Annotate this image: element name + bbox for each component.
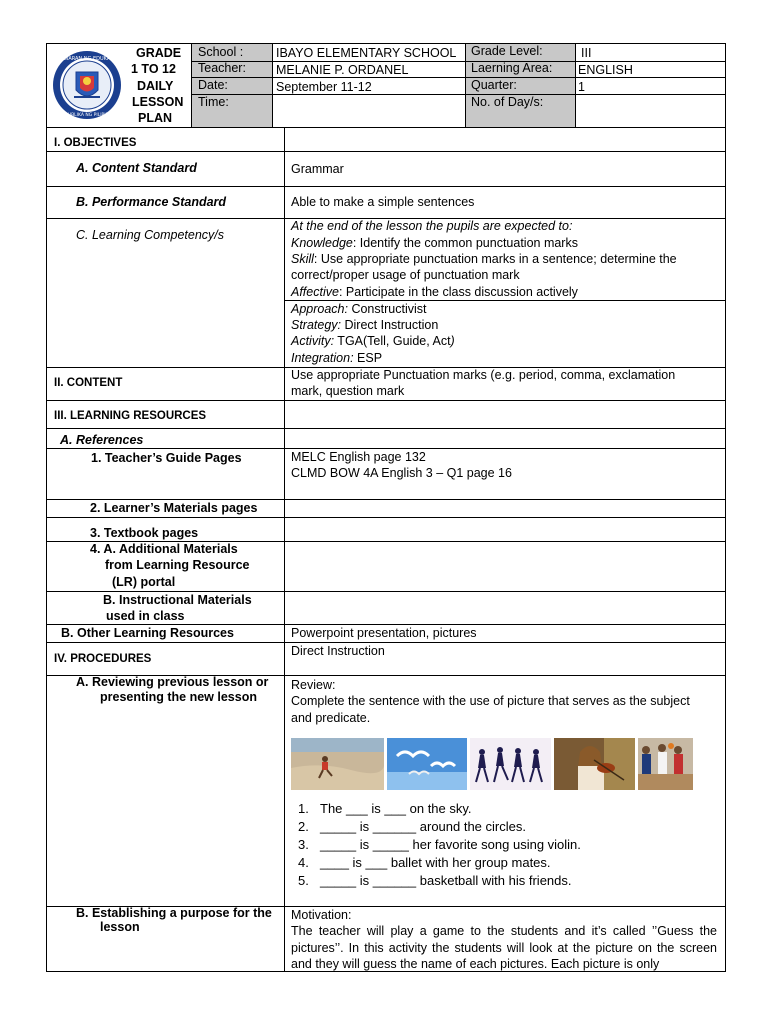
activity-line: Activity: TGA(Tell, Guide, Act) (291, 334, 455, 348)
learners-materials-label: 2. Learner’s Materials pages (90, 501, 258, 515)
teachers-guide-label: 1. Teacher’s Guide Pages (91, 451, 242, 465)
motivation-text: The teacher will play a game to the students and it’s called ’’Guess the pictures’’. In this activity the students will look at the picture on the screen and they will guess the name of each pictures. Each picture is only (291, 924, 717, 971)
content-value-line-1: Use appropriate Punctuation marks (e.g. period, comma, exclamation (291, 368, 676, 382)
review-item-2: 2. _____ is ______ around the circles. (298, 819, 526, 834)
references-label: A. References (60, 433, 144, 447)
review-instruction-1: Complete the sentence with the use of picture that serves as the subject (291, 694, 690, 708)
content-heading: II. CONTENT (54, 377, 123, 389)
review-item-5: 5. _____ is ______ basketball with his friends. (298, 873, 572, 888)
integration-line: Integration: ESP (291, 351, 383, 365)
picture-ballet-dancers (470, 738, 551, 790)
plan-title-line-2: 1 TO 12 (131, 62, 176, 76)
motivation-title: Motivation: (291, 908, 352, 922)
school-label: School : (198, 45, 244, 59)
teachers-guide-value-1: MELC English page 132 (291, 450, 426, 464)
plan-title-line-4: LESSON (132, 95, 184, 109)
procedure-b-label-1: B. Establishing a purpose for the (76, 906, 272, 920)
teacher-value: MELANIE P. ORDANEL (276, 63, 409, 77)
competency-intro: At the end of the lesson the pupils are expected to: (291, 219, 573, 233)
instructional-materials-label-1: B. Instructional Materials (103, 593, 252, 607)
date-label: Date: (198, 78, 228, 92)
additional-materials-label-1: 4. A. Additional Materials (90, 542, 238, 556)
resources-heading: III. LEARNING RESOURCES (54, 410, 207, 422)
svg-text:REPUBLIKA NG PILIPINAS: REPUBLIKA NG PILIPINAS (59, 113, 115, 118)
skill-line-1: Skill: Use appropriate punctuation marks in a sentence; determine the (291, 252, 677, 266)
objectives-heading: I. OBJECTIVES (54, 137, 137, 149)
instructional-materials-label-2: used in class (106, 609, 185, 623)
approach-line: Approach: Constructivist (291, 302, 427, 316)
learning-competency-label: C. Learning Competency/s (76, 228, 224, 242)
additional-materials-label-2: from Learning Resource (105, 558, 250, 572)
content-value-line-2: mark, question mark (291, 384, 405, 398)
review-item-3: 3. _____ is _____ her favorite song using violin. (298, 837, 581, 852)
performance-standard-label: B. Performance Standard (76, 195, 227, 209)
review-item-4: 4. ____ is ___ ballet with her group mates. (298, 855, 551, 870)
learning-area-label: Laerning Area: (471, 61, 553, 75)
plan-title-line-1: GRADE (136, 46, 182, 60)
quarter-label: Quarter: (471, 78, 517, 92)
strategy-line: Strategy: Direct Instruction (291, 318, 439, 332)
quarter-value: 1 (578, 80, 585, 94)
date-value: September 11-12 (276, 80, 372, 94)
grade-level-label: Grade Level: (471, 44, 543, 58)
plan-title-line-5: PLAN (138, 111, 173, 125)
other-resources-label: B. Other Learning Resources (61, 626, 234, 640)
textbook-pages-label: 3. Textbook pages (90, 526, 199, 540)
procedure-a-label-1: A. Reviewing previous lesson or (76, 675, 269, 689)
performance-standard-value: Able to make a simple sentences (291, 195, 475, 209)
time-label: Time: (198, 95, 229, 109)
procedure-b-label-2: lesson (100, 920, 140, 934)
picture-boy-running (291, 738, 384, 790)
picture-seagulls (387, 738, 467, 790)
school-value: IBAYO ELEMENTARY SCHOOL (276, 46, 457, 60)
knowledge-line: Knowledge: Identify the common punctuation marks (291, 236, 578, 250)
plan-title-line-3: DAILY (137, 79, 174, 93)
review-instruction-2: and predicate. (291, 711, 371, 725)
skill-line-2: correct/proper usage of punctuation mark (291, 268, 520, 282)
content-standard-value: Grammar (291, 162, 344, 176)
affective-line: Affective: Participate in the class discussion actively (291, 285, 578, 299)
learning-area-value: ENGLISH (578, 63, 633, 77)
procedure-a-label-2: presenting the new lesson (100, 690, 257, 704)
grade-level-value: III (581, 46, 592, 60)
days-label: No. of Day/s: (471, 95, 544, 109)
picture-basketball (638, 738, 693, 790)
teachers-guide-value-2: CLMD BOW 4A English 3 – Q1 page 16 (291, 466, 512, 480)
procedures-heading: IV. PROCEDURES (54, 653, 152, 665)
teacher-label: Teacher: (198, 61, 246, 75)
review-title: Review: (291, 678, 336, 692)
procedures-heading-value: Direct Instruction (291, 644, 385, 658)
additional-materials-label-3: (LR) portal (112, 575, 176, 589)
other-resources-value: Powerpoint presentation, pictures (291, 626, 477, 640)
svg-text:KAGAWARAN NG EDUKASYON: KAGAWARAN NG EDUKASYON (52, 56, 122, 62)
content-standard-label: A. Content Standard (76, 161, 197, 175)
review-item-1: 1. The ___ is ___ on the sky. (298, 801, 472, 816)
deped-seal-logo (52, 50, 122, 120)
picture-girl-violin (554, 738, 635, 790)
